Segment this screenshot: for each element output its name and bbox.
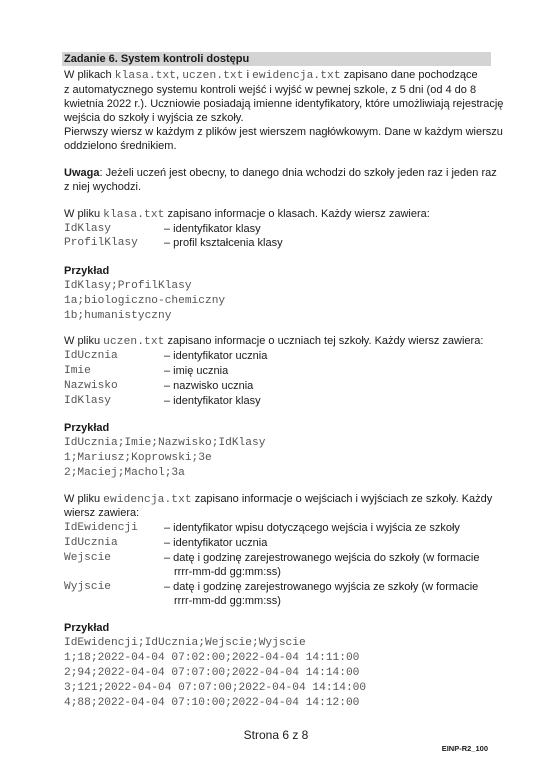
field-name: Wejscie [64,552,111,564]
field-description: – identyfikator klasy [164,223,261,235]
field-name: Nazwisko [64,380,118,392]
intro-line-6: oddzielono średnikiem. [64,140,177,152]
field-description: – imię ucznia [164,365,229,377]
example-line: 1;Mariusz;Koprowski;3e [64,452,212,464]
file-name-uczen: uczen.txt [182,70,244,82]
example-heading: Przykład [64,622,110,634]
field-description: – identyfikator ucznia [164,537,268,549]
note-line-2: z niej wychodzi. [64,181,142,193]
ewidencja-description: W pliku ewidencja.txt zapisano informacje o wejściach i wyjściach ze szkoły. Każdy [64,493,493,506]
example-line: 1b;humanistyczny [64,310,172,322]
example-line: 2;94;2022-04-04 07:07:00;2022-04-04 14:14:00 [64,667,360,679]
field-name: Wyjscie [64,581,111,593]
ewidencja-description-cont: wiersz zawiera: [64,507,140,519]
field-description: – datę i godzinę zarejestrowanego wejścia do szkoły (w formacie [164,552,480,564]
field-description-cont: rrrr-mm-dd gg:mm:ss) [174,566,281,578]
field-name: IdEwidencji [64,522,138,534]
file-name-klasa: klasa.txt [114,70,177,82]
field-description-cont: rrrr-mm-dd gg:mm:ss) [174,595,281,607]
intro-line-2: z automatycznego systemu kontroli wejść i wyjść w pewnej szkole, z 5 dni (od 4 do 8 [64,84,477,96]
field-description: – identyfikator wpisu dotyczącego wejścia i wyjścia ze szkoły [164,522,460,534]
field-description: – nazwisko ucznia [164,380,254,392]
example-heading: Przykład [64,265,110,277]
uczen-description: W pliku uczen.txt zapisano informacje o uczniach tej szkoły. Każdy wiersz zawiera: [64,335,484,348]
task-title: Zadanie 6. System kontroli dostępu [64,53,250,65]
example-line: 4;88;2022-04-04 07:10:00;2022-04-04 14:12:00 [64,697,360,709]
example-line: IdKlasy;ProfilKlasy [64,280,192,292]
field-name: IdUcznia [64,537,118,549]
note-label: Uwaga [64,167,100,179]
field-name: IdUcznia [64,350,118,362]
note-line-1: Uwaga: Jeżeli uczeń jest obecny, to danego dnia wchodzi do szkoły jeden raz i jeden raz [64,167,497,179]
field-description: – identyfikator ucznia [164,350,268,362]
klasa-description: W pliku klasa.txt zapisano informacje o klasach. Każdy wiersz zawiera: [64,208,430,221]
field-name: IdKlasy [64,395,111,407]
example-line: 2;Maciej;Machol;3a [64,467,185,479]
file-name-ewidencja: ewidencja.txt [252,70,341,82]
field-name: ProfilKlasy [64,237,138,249]
field-name: Imie [64,365,91,377]
intro-line-4: wejścia do szkoły i wyjścia ze szkoły. [64,112,244,124]
example-line: 3;121;2022-04-04 07:07:00;2022-04-04 14:14:00 [64,682,367,694]
field-description: – datę i godzinę zarejestrowanego wyjścia ze szkoły (w formacie [164,581,479,593]
intro-line-5: Pierwszy wiersz w każdym z plików jest wierszem nagłówkowym. Dane w każdym wierszu [64,126,503,138]
intro-line-1: W plikach klasa.txt, uczen.txt i ewidencja.txt zapisano dane pochodzące [64,69,478,82]
field-description: – identyfikator klasy [164,395,261,407]
exam-code: EINP-R2_100 [441,744,488,753]
field-name: IdKlasy [64,223,111,235]
example-heading: Przykład [64,422,110,434]
field-description: – profil kształcenia klasy [164,237,283,249]
example-line: 1;18;2022-04-04 07:02:00;2022-04-04 14:11:00 [64,652,360,664]
example-line: 1a;biologiczno-chemiczny [64,295,226,307]
example-line: IdEwidencji;IdUcznia;Wejscie;Wyjscie [64,637,306,649]
intro-line-3: kwietnia 2022 r.). Uczniowie posiadają imienne identyfikatory, które umożliwiają rejestrację [64,98,504,110]
page-number: Strona 6 z 8 [243,728,309,742]
example-line: IdUcznia;Imie;Nazwisko;IdKlasy [64,437,266,449]
